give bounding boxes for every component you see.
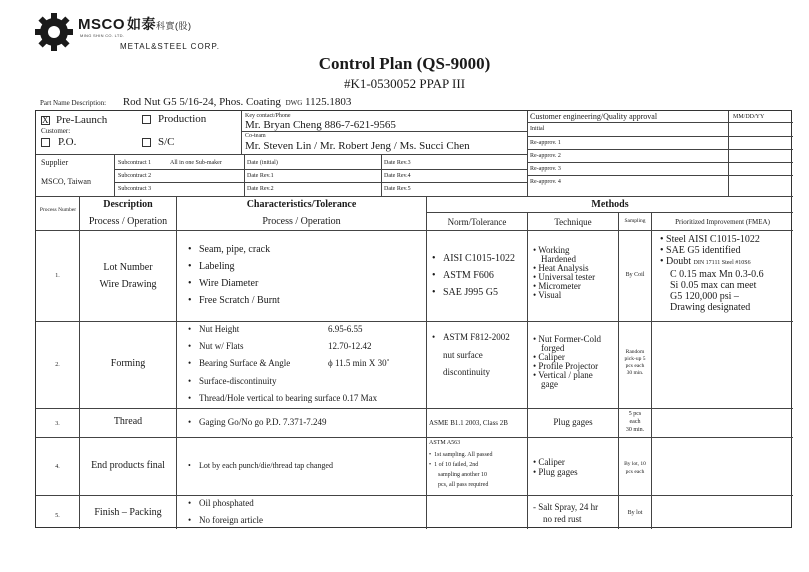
row-1-tech-2: Hardened	[541, 254, 576, 264]
row-4-tech-2: • Plug gages	[533, 467, 578, 477]
initial-label: Initial	[530, 126, 545, 132]
row-4-samp-2: pcs each	[625, 469, 645, 475]
row-3-char-1: • Gaging Go/No go P.D. 7.371-7.249	[199, 418, 327, 427]
row-4-tech-1: • Caliper	[533, 457, 565, 467]
row-3-samp-3: 30 min.	[625, 427, 645, 433]
row-4-sampling	[619, 460, 651, 476]
row-2-desc: Forming	[110, 358, 146, 369]
production-label: Production	[158, 113, 207, 125]
row-2-tech-5: • Vertical / plane	[533, 370, 593, 380]
row-1-norm-3: • SAE J995 G5	[443, 288, 498, 298]
row-1-imp-6: G5 120,000 psi –	[670, 291, 739, 302]
subcontract-2: Subcontract 2	[118, 173, 152, 179]
part-description-line	[40, 96, 351, 108]
row-5-char-1: • Oil phosphated	[199, 499, 254, 508]
row-2-technique	[533, 335, 601, 389]
row-1-char-2: • Labeling	[199, 262, 235, 272]
logo-main-text: MSCO	[78, 16, 125, 33]
row-2-samp-4: 30 min.	[626, 370, 644, 376]
po-label: P.O.	[58, 136, 77, 148]
row-3-norm: ASME B1.1 2003, Class 2B	[429, 419, 508, 427]
row-2-tech-2: forged	[541, 343, 565, 353]
key-contact-value: Mr. Bryan Cheng 886-7-621-9565	[245, 119, 396, 131]
row-1-imp-1: • Steel AISI C1015-1022	[660, 234, 760, 245]
row-1-imp-2: • SAE G5 identified	[660, 245, 741, 256]
supplier-label: Supplier	[41, 158, 69, 167]
reapprov-2: Re-approv. 2	[530, 153, 561, 159]
row-2-char-value-2: 12.70-12.42	[328, 341, 372, 351]
description-subheader: Process / Operation	[88, 216, 168, 227]
row-2-tech-1: • Nut Former-Cold	[533, 334, 601, 344]
row-2-tech-3: • Caliper	[533, 352, 565, 362]
row-1-tech-6: • Visual	[533, 290, 562, 300]
row-5-number: 5.	[55, 513, 60, 519]
row-4-norms	[429, 450, 492, 490]
row-1-norm-2: • ASTM F606	[443, 271, 494, 281]
prelaunch-label: Pre-Launch	[56, 114, 108, 126]
company-logo	[34, 8, 220, 56]
row-5-tech-2: no red rust	[543, 514, 582, 524]
row-4-norm-2: • 1 of 10 failed, 2nd	[429, 462, 479, 468]
process-number-header: Process Number	[39, 207, 77, 213]
row-2-char-2: • Nut w/ Flats	[199, 342, 244, 351]
row-1-desc-2: Wire Drawing	[99, 279, 157, 290]
logo-cjk-text: 如泰	[127, 16, 156, 32]
part-name-value: Rod Nut G5 5/16-24, Phos. Coating	[122, 96, 281, 108]
row-4-norm-title: ASTM A563	[429, 440, 461, 446]
description-header: Description	[103, 199, 153, 210]
row-2-samp-1: Random	[625, 349, 645, 355]
row-5-desc: Finish – Packing	[94, 507, 162, 518]
row-1-norm-1: • AISI C1015-1022	[443, 254, 515, 264]
row-2-char-value-1: 6.95-6.55	[328, 324, 363, 334]
row-5-tech-1: - Salt Spray, 24 hr	[533, 502, 599, 512]
row-1-sampling: By Coil	[625, 272, 645, 278]
date-rev-4: Date Rev.4	[384, 173, 411, 179]
sampling-header: Sampling	[624, 218, 646, 224]
row-1-tech-1: • Working	[533, 245, 570, 255]
gear-logo-icon	[34, 12, 74, 52]
row-2-tech-4: • Profile Projector	[533, 361, 599, 371]
production-checkbox[interactable]	[142, 115, 151, 124]
row-2-number: 2.	[55, 362, 60, 368]
row-2-norm-3: discontinuity	[443, 367, 490, 377]
row-1-improvement	[660, 234, 764, 313]
row-4-norm-4: pcs, all pass required	[438, 482, 489, 488]
reapprov-3: Re-approv. 3	[530, 166, 561, 172]
reapprov-1: Re-approv. 1	[530, 140, 561, 146]
row-4-char-1: • Lot by each punch/die/thread tap changed	[199, 462, 333, 470]
row-1-imp-7: Drawing designated	[670, 302, 751, 313]
row-2-char-value-3: ϕ 11.5 min X 30˚	[328, 358, 390, 368]
row-2-tech-6: gage	[541, 379, 558, 389]
row-2-sampling	[619, 349, 651, 377]
row-1-char-1: • Seam, pipe, crack	[199, 245, 270, 255]
row-4-technique	[533, 457, 578, 477]
logo-subtitle: METAL&STEEL CORP.	[120, 42, 220, 51]
subcontract-3: Subcontract 3	[118, 186, 152, 192]
technique-header: Technique	[554, 217, 592, 227]
logo-text	[78, 14, 192, 34]
row-4-number: 4.	[55, 464, 60, 470]
row-3-desc: Thread	[113, 416, 143, 427]
row-2-samp-3: pcs each	[625, 363, 645, 369]
po-checkbox[interactable]	[41, 138, 50, 147]
row-2-char-3: • Bearing Surface & Angle	[199, 359, 290, 368]
row-1-char-4: • Free Scratch / Burnt	[199, 296, 280, 306]
date-initial: Date (initial)	[247, 160, 278, 166]
row-1-imp-4: C 0.15 max Mn 0.3-0.6	[670, 269, 764, 280]
logo-cjk-small-text: 科實(股)	[156, 21, 192, 31]
logo-tagline: MING SHIN CO. LTD.	[80, 33, 125, 38]
row-1-tech-4: • Universal tester	[533, 272, 596, 282]
row-5-sampling: By lot	[627, 510, 643, 516]
characteristics-subheader: Process / Operation	[262, 216, 341, 227]
row-2-char-4: • Surface-discontinuity	[199, 377, 276, 386]
row-1-number: 1.	[55, 273, 60, 279]
dwg-value: 1125.1803	[305, 96, 352, 108]
prelaunch-check-mark: X	[42, 115, 49, 125]
date-rev-1: Date Rev.1	[247, 173, 274, 179]
date-rev-5: Date Rev.5	[384, 186, 411, 192]
row-2-norm-1: • ASTM F812-2002	[443, 333, 510, 342]
supplier-value: MSCO, Taiwan	[41, 177, 91, 186]
row-4-samp-1: By lot, 10	[624, 461, 646, 467]
row-1-imp-3: • Doubt DIN 17111 Steel #10S6	[660, 256, 751, 267]
coteam-label: Co-team	[245, 133, 266, 139]
row-4-norm-3: sampling another 10	[438, 472, 487, 478]
sc-checkbox[interactable]	[142, 138, 151, 147]
improvement-header: Prioritized Improvement (FMEA)	[675, 218, 770, 226]
date-rev-2: Date Rev.2	[247, 186, 274, 192]
row-2-norm-2: nut surface	[443, 350, 483, 360]
control-plan-table	[35, 110, 792, 528]
row-2-samp-2: pick-up 5	[624, 356, 646, 362]
customer-label: Customer:	[41, 127, 71, 135]
row-3-technique: Plug gages	[553, 417, 593, 427]
norm-tolerance-header: Norm/Tolerance	[447, 217, 507, 227]
row-3-number: 3.	[55, 421, 60, 427]
document-title: Control Plan (QS-9000)	[318, 54, 491, 73]
date-format: MM/DD/YY	[733, 114, 765, 120]
part-name-label: Part Name Description:	[40, 99, 107, 107]
row-3-sampling	[619, 410, 651, 434]
row-1-tech-3: • Heat Analysis	[533, 263, 589, 273]
row-3-samp-1: 5 pcs	[628, 411, 642, 417]
row-4-norm-1: • 1st sampling. All passed	[429, 452, 493, 458]
coteam-value: Mr. Steven Lin / Mr. Robert Jeng / Ms. Succi Chen	[245, 140, 470, 152]
row-1-technique	[533, 246, 595, 300]
document-number: #K1-0530052 PPAP III	[343, 76, 466, 91]
approval-title: Customer engineering/Quality approval	[530, 112, 658, 121]
row-5-technique	[533, 501, 598, 525]
row-1-desc-1: Lot Number	[103, 262, 153, 273]
row-5-char-2: • No foreign article	[199, 516, 263, 525]
row-1-tech-5: • Micrometer	[533, 281, 581, 291]
row-2-char-5: • Thread/Hole vertical to bearing surface 0.17 Max	[199, 394, 377, 403]
dwg-label: DWG	[285, 99, 303, 107]
sc-label: S/C	[158, 136, 175, 148]
reapprov-4: Re-approv. 4	[530, 179, 561, 185]
all-in-one-label: All in one Sub-maker	[170, 160, 222, 166]
row-3-samp-2: each	[629, 419, 641, 425]
subcontract-1: Subcontract 1	[118, 160, 152, 166]
characteristics-header: Characteristics/Tolerance	[246, 199, 357, 210]
methods-header: Methods	[591, 199, 629, 210]
row-1-imp-5: Si 0.05 max can meet	[670, 280, 757, 291]
row-4-desc: End products final	[91, 460, 165, 471]
row-1-char-3: • Wire Diameter	[199, 279, 258, 289]
key-contact-label: Key contact/Phone	[245, 113, 291, 119]
row-2-char-1: • Nut Height	[199, 325, 239, 334]
date-rev-3: Date Rev.3	[384, 160, 411, 166]
